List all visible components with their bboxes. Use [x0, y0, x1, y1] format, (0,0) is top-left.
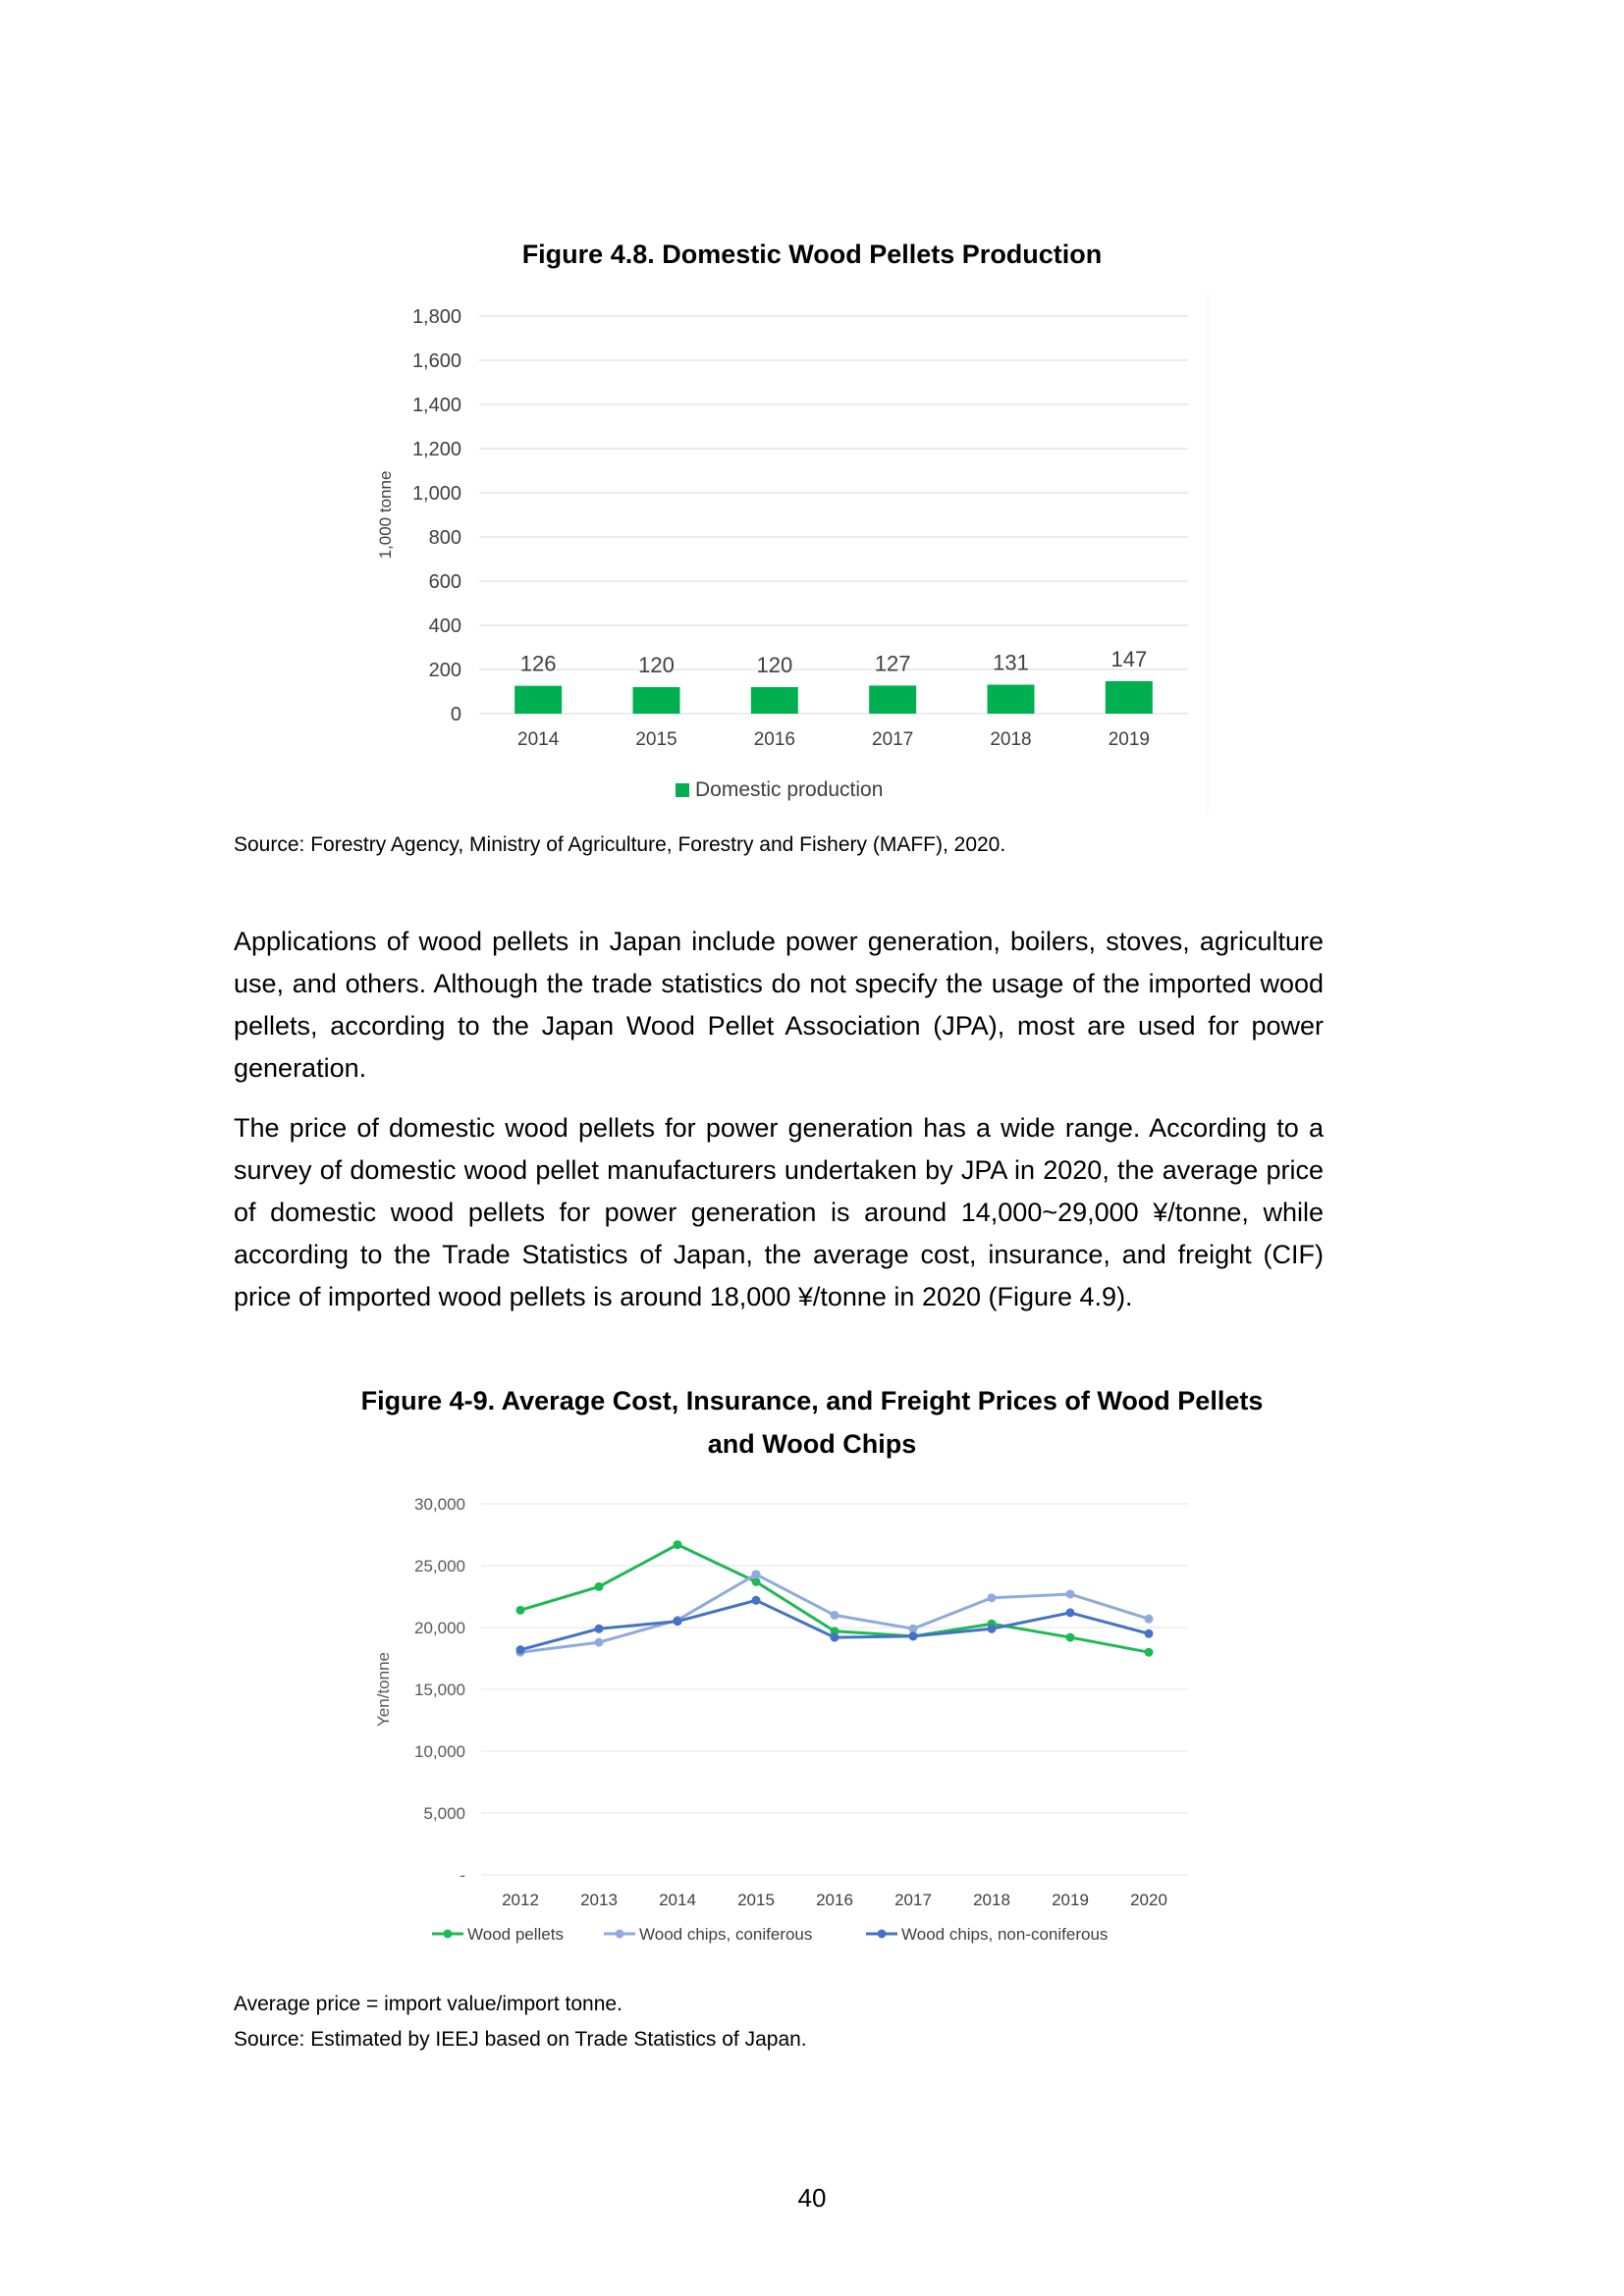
legend-label: Wood chips, non-coniferous: [901, 1925, 1109, 1944]
data-point: [674, 1540, 682, 1549]
data-point: [1145, 1615, 1154, 1624]
legend-label: Domestic production: [695, 778, 884, 801]
figure1-title: Figure 4.8. Domestic Wood Pellets Production: [521, 240, 1103, 269]
x-tick-label: 2016: [816, 1891, 853, 1909]
data-point: [831, 1611, 839, 1620]
paragraph-1: Applications of wood pellets in Japan include power generation, boilers, stoves, agriculture use, and others. Although the trade statistics do not specify the usage of the imported wood pellets, according to the Japan Wood Pellet Association (JPA), most are used for power generation.: [234, 927, 1324, 1083]
x-tick-label: 2013: [580, 1891, 618, 1909]
y-axis-label: Yen/tonne: [374, 1652, 393, 1727]
y-tick-label: 1,400: [411, 395, 461, 416]
data-point: [752, 1596, 761, 1605]
data-point: [1145, 1629, 1154, 1638]
y-tick-label: 0: [450, 704, 461, 725]
figure2-title-line1: Figure 4-9. Average Cost, Insurance, and Freight Prices of Wood Pellets: [360, 1386, 1264, 1415]
data-point: [595, 1582, 604, 1591]
legend-marker: [878, 1930, 887, 1939]
bar-2016: [751, 687, 798, 714]
x-tick-label: 2015: [635, 729, 677, 750]
bar-2018: [988, 685, 1035, 714]
legend-marker: [616, 1930, 624, 1939]
x-tick-label: 2019: [1052, 1891, 1089, 1909]
data-point: [516, 1606, 525, 1615]
data-point: [1145, 1648, 1154, 1657]
y-tick-label: 20,000: [414, 1619, 465, 1637]
bar-2015: [633, 687, 680, 714]
data-point: [595, 1625, 604, 1633]
data-label: 120: [756, 653, 793, 677]
x-tick-label: 2012: [502, 1891, 539, 1909]
x-tick-label: 2018: [990, 729, 1032, 750]
x-tick-label: 2014: [659, 1891, 696, 1909]
figure2-note: Average price = import value/import tonne.: [234, 1993, 623, 2015]
y-tick-label: 10,000: [414, 1742, 465, 1761]
y-tick-label: 25,000: [414, 1557, 465, 1575]
paragraph-2: The price of domestic wood pellets for power generation has a wide range. According to a survey of domestic wood pellet manufacturers undertaken by JPA in 2020, the average price of domestic wood pellets for power generation is around 14,000~29,000 ¥/tonne, while according to the Trade Statistics of Japan, the average cost, insurance, and freight (CIF) price of imported wood pellets is around 18,000 ¥/tonne in 2020 (Figure 4.9).: [234, 1113, 1324, 1311]
data-point: [674, 1617, 682, 1626]
y-tick-label: 1,800: [411, 306, 461, 328]
x-tick-label: 2018: [973, 1891, 1010, 1909]
legend-marker: [444, 1930, 453, 1939]
x-tick-label: 2020: [1130, 1891, 1167, 1909]
data-label: 131: [993, 650, 1029, 675]
figure1-source: Source: Forestry Agency, Ministry of Agriculture, Forestry and Fishery (MAFF), 2020.: [234, 833, 1006, 856]
y-tick-label: 15,000: [414, 1681, 465, 1699]
y-tick-label: 400: [428, 615, 461, 637]
data-point: [595, 1638, 604, 1647]
y-tick-label: -: [460, 1866, 465, 1885]
data-point: [516, 1645, 525, 1654]
y-tick-label: 5,000: [423, 1804, 465, 1823]
data-point: [909, 1631, 918, 1640]
y-tick-label: 600: [428, 571, 461, 593]
y-tick-label: 200: [428, 660, 461, 681]
data-label: 126: [519, 651, 557, 676]
x-tick-label: 2017: [894, 1891, 932, 1909]
data-point: [752, 1570, 761, 1578]
bar-2019: [1106, 681, 1153, 714]
data-point: [988, 1593, 997, 1602]
page-number: 40: [797, 2183, 827, 2213]
x-tick-label: 2016: [753, 729, 795, 750]
legend-swatch: [676, 783, 689, 797]
y-tick-label: 1,000: [411, 483, 461, 505]
line-chart: [353, 1472, 1218, 1963]
bar-chart: [353, 285, 1218, 815]
x-tick-label: 2019: [1108, 729, 1150, 750]
y-axis-label: 1,000 tonne: [376, 470, 395, 560]
y-tick-label: 1,600: [411, 350, 461, 372]
bar-2014: [514, 686, 562, 714]
data-label: 147: [1110, 646, 1148, 671]
figure2-source: Source: Estimated by IEEJ based on Trade Statistics of Japan.: [234, 2028, 807, 2051]
y-tick-label: 1,200: [411, 439, 461, 460]
data-point: [831, 1633, 839, 1642]
x-tick-label: 2017: [872, 729, 914, 750]
data-point: [1066, 1608, 1075, 1617]
legend-label: Wood chips, coniferous: [639, 1925, 813, 1944]
data-point: [988, 1625, 997, 1633]
data-point: [1066, 1633, 1075, 1642]
figure2-title-line2: and Wood Chips: [707, 1429, 917, 1459]
series-line-2: [520, 1600, 1149, 1649]
legend-label: Wood pellets: [467, 1925, 564, 1944]
x-tick-label: 2015: [737, 1891, 775, 1909]
bar-2017: [869, 685, 916, 714]
data-point: [1066, 1589, 1075, 1598]
x-tick-label: 2014: [517, 729, 560, 750]
y-tick-label: 800: [428, 527, 461, 549]
data-label: 120: [638, 653, 675, 677]
y-tick-label: 30,000: [414, 1495, 465, 1514]
data-label: 127: [874, 651, 911, 676]
